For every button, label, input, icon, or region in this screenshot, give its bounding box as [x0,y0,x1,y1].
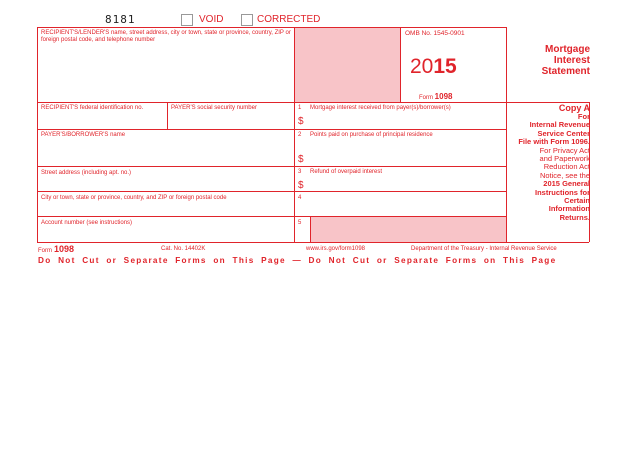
city-state-label: City or town, state or province, country, and ZIP or foreign postal code [41,195,227,201]
footer-url: www.irs.gov/form1098 [306,246,366,252]
copy-a-line-4: For Privacy Act [539,145,590,155]
copy-a-line-12: Returns. [559,212,590,222]
void-checkbox[interactable] [181,14,193,26]
omb-form-label: Form [419,95,433,101]
shaded-area-top [294,28,400,102]
tax-year-prefix: 20 [410,55,434,78]
copy-a-line-2: Service Center [537,128,590,138]
payer-ssn-label: PAYER'S social security number [171,105,257,111]
recipient-lender-field[interactable] [38,45,293,101]
footer-dept: Department of the Treasury - Internal Revenue Service [411,246,557,252]
omb-form-num: 1098 [434,92,453,101]
box4-number: 4 [298,195,302,201]
title-line-3: Statement [541,66,590,77]
payer-ssn-field[interactable] [168,113,293,128]
tax-year [410,55,457,79]
street-address-field[interactable] [38,178,293,190]
copy-a-line-10: Certain [564,196,590,206]
cut-warning: Do Not Cut or Separate Forms on This Page — Do Not Cut or Separate Forms on This Page [38,256,557,265]
corrected-label: CORRECTED [257,14,321,25]
box3-label: Refund of overpaid interest [310,169,383,175]
box2-number: 2 [298,132,302,138]
payer-name-label: PAYER'S/BORROWER'S name [41,132,126,138]
copy-a-line-7: Notice, see the [539,170,590,180]
void-label: VOID [199,14,224,25]
footer-form [38,244,74,254]
footer-form-number: 1098 [53,244,74,254]
copy-a-line-5: and Paperwork [539,154,590,164]
box3-number: 3 [298,169,302,175]
shaded-area-box5 [310,216,506,242]
omb-number: OMB No. 1545-0901 [405,30,465,37]
box1-label: Mortgage interest received from payer(s)/borrower(s) [310,105,451,111]
city-state-field[interactable] [38,203,293,215]
form-title [508,44,590,77]
street-address-label: Street address (including apt. no.) [41,170,132,176]
recipient-lender-label: RECIPIENT'S/LENDER'S name, street address, city or town, state or province, country, ZIP or foreign postal code, and telephone number [41,30,291,43]
title-line-1: Mortgage [545,44,590,55]
box4-field[interactable] [306,193,504,215]
footer-cat-no: Cat. No. 14402K [161,246,206,252]
box2-label: Points paid on purchase of principal residence [310,132,433,138]
form-code: 8181 [105,13,136,26]
tax-year-suffix: 15 [433,55,457,78]
copy-a-line-9: Instructions for [534,187,590,197]
box2-amount-field[interactable] [306,150,504,165]
corrected-checkbox[interactable] [241,14,253,26]
copy-a-line-6: Reduction Act [543,162,590,172]
account-number-field[interactable] [38,228,293,241]
box3-dollar: $ [298,180,304,191]
copy-a-line-1: Internal Revenue [529,120,590,130]
payer-name-field[interactable] [38,140,293,165]
box1-number: 1 [298,105,302,111]
copy-a-line-11: Information [548,204,590,214]
copy-a-for: For [577,112,590,121]
copy-a-heading: Copy A [558,103,590,113]
box3-amount-field[interactable] [306,178,504,190]
copy-a-line-8: 2015 General [543,179,590,189]
omb-form-number [419,92,452,101]
box1-amount-field[interactable] [306,114,504,128]
recipient-id-field[interactable] [38,113,166,128]
box1-dollar: $ [298,116,304,127]
box5-field[interactable] [295,228,309,241]
box2-dollar: $ [298,154,304,165]
title-line-2: Interest [553,55,590,66]
account-number-label: Account number (see instructions) [41,220,133,226]
footer-form-label: Form [38,248,52,254]
box5-number: 5 [298,220,302,226]
copy-a-panel [508,103,590,222]
recipient-id-label: RECIPIENT'S federal identification no. [41,105,144,111]
copy-a-line-3: File with Form 1096. [518,137,590,147]
